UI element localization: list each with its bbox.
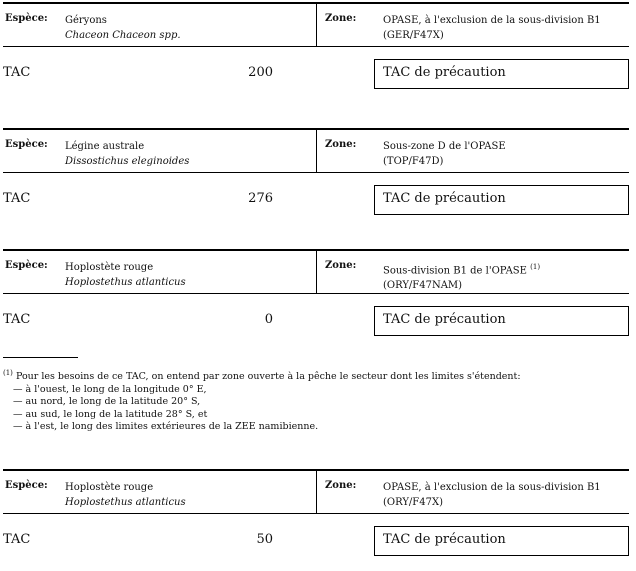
zone-line1: OPASE, à l'exclusion de la sous-division B1 <box>383 15 601 26</box>
footnote-item: — à l'est, le long des limites extérieures de la ZEE namibienne. <box>13 421 319 433</box>
tac-value: 276 <box>248 191 273 206</box>
tac-value: 50 <box>256 532 273 547</box>
tac-precaution-box: TAC de précaution <box>374 185 629 215</box>
zone-line2: (GER/F47X) <box>383 30 444 41</box>
footnote <box>3 367 623 434</box>
zone-line1: OPASE, à l'exclusion de la sous-division B1 <box>383 482 601 493</box>
zone-line1: Sous-zone D de l'OPASE <box>383 141 506 152</box>
espece-value <box>65 13 181 43</box>
tac-precaution-box: TAC de précaution <box>374 306 629 336</box>
tac-precaution-box: TAC de précaution <box>374 59 629 89</box>
tac-label: TAC <box>3 312 31 327</box>
footnote-marker: (1) <box>3 369 13 377</box>
tac-precaution-box: TAC de précaution <box>374 526 629 556</box>
espece-label: Espèce: <box>5 13 48 24</box>
espece-latin-name: Dissostichus eleginoides <box>65 156 190 167</box>
zone-line2: (TOP/F47D) <box>383 156 444 167</box>
footnote-intro-line <box>3 367 623 384</box>
zone-label: Zone: <box>325 139 357 150</box>
espece-common-name: Hoplostète rouge <box>65 482 154 493</box>
espece-value <box>65 139 189 169</box>
species-header <box>3 249 629 294</box>
footnote-item: — à l'ouest, le long de la longitude 0° E, <box>13 383 207 395</box>
espece-latin-name: Hoplostethus atlanticus <box>65 277 186 288</box>
footnote-item: — au sud, le long de la latitude 28° S, et <box>13 408 208 420</box>
footnote-item: — au nord, le long de la latitude 20° S, <box>13 396 201 408</box>
espece-latin-name: Chaceon Chaceon spp. <box>65 30 181 41</box>
zone-value <box>383 139 506 169</box>
footnote-rule <box>3 357 78 358</box>
species-header <box>3 128 629 173</box>
tac-label: TAC <box>3 532 31 547</box>
espece-common-name: Hoplostète rouge <box>65 262 154 273</box>
species-header <box>3 2 629 47</box>
column-divider <box>316 471 317 513</box>
zone-line2: (ORY/F47NAM) <box>383 280 463 292</box>
zone-label: Zone: <box>325 480 357 491</box>
tac-label: TAC <box>3 65 31 80</box>
column-divider <box>316 130 317 172</box>
tac-value: 0 <box>264 312 273 327</box>
espece-common-name: Légine australe <box>65 141 145 152</box>
zone-line2: (ORY/F47X) <box>383 497 443 508</box>
zone-line1-text: Sous-division B1 de l'OPASE <box>383 265 527 277</box>
tac-label: TAC <box>3 191 31 206</box>
espece-value <box>65 480 186 510</box>
espece-label: Espèce: <box>5 260 48 271</box>
species-header <box>3 469 629 514</box>
zone-value <box>383 13 601 43</box>
zone-label: Zone: <box>325 260 357 271</box>
espece-label: Espèce: <box>5 139 48 150</box>
tac-value: 200 <box>248 65 273 80</box>
zone-value <box>383 260 540 293</box>
zone-value <box>383 480 601 510</box>
footnote-reference: (1) <box>530 263 541 271</box>
espece-latin-name: Hoplostethus atlanticus <box>65 497 186 508</box>
column-divider <box>316 4 317 46</box>
espece-common-name: Géryons <box>65 15 107 26</box>
column-divider <box>316 251 317 293</box>
zone-line1 <box>383 260 540 278</box>
footnote-intro: Pour les besoins de ce TAC, on entend par zone ouverte à la pêche le secteur dont les limites s'étendent: <box>15 371 521 383</box>
espece-value <box>65 260 186 290</box>
espece-label: Espèce: <box>5 480 48 491</box>
zone-label: Zone: <box>325 13 357 24</box>
